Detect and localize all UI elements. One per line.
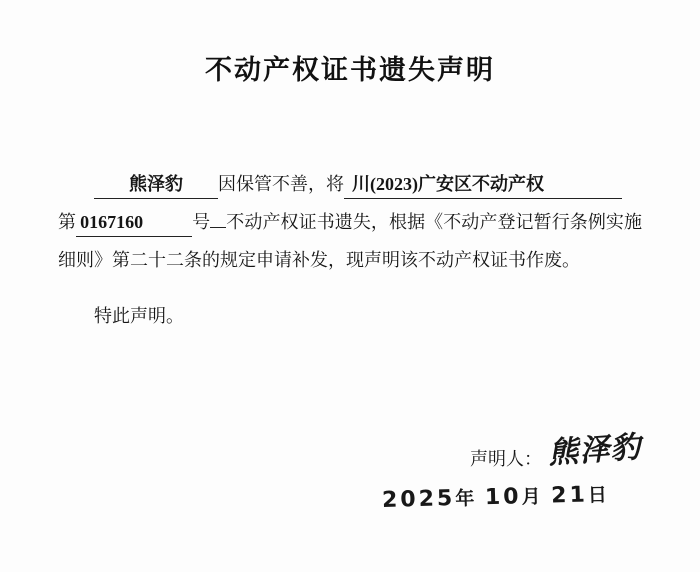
date-day: 21 <box>550 482 589 509</box>
date-day-unit: 日 <box>587 485 608 507</box>
certificate-number-label: 第 <box>58 212 77 232</box>
closing-text: 特此声明。 <box>94 306 184 326</box>
closing-paragraph <box>58 297 642 335</box>
date-month-unit: 月 <box>521 486 541 509</box>
declarant-name-field: 熊泽豹 <box>94 170 218 199</box>
signature-label: 声明人： <box>470 449 542 469</box>
date-year: 2025 <box>381 486 456 513</box>
page-title: 不动产权证书遗失声明 <box>205 55 495 85</box>
certificate-number-field: 0167160 <box>76 208 192 237</box>
declaration-paragraph <box>58 165 642 279</box>
declaration-text-after-name: 因保管不善，将 <box>218 174 344 194</box>
signature-date <box>382 480 608 513</box>
declaration-main-text: 不动产权证书遗失，根据《不动产登记暂行条例实施细则》第二十二条的规定申请补发，现声明该不动产权证书作废。 <box>58 212 643 270</box>
certificate-number-unit: 号 <box>192 212 211 232</box>
signature-area <box>0 425 700 545</box>
underline-tail <box>210 227 226 228</box>
document-body <box>58 165 642 335</box>
certificate-prefix-field: 川(2023)广安区不动产权 <box>344 170 622 199</box>
handwritten-signature: 熊泽豹 <box>547 429 643 472</box>
date-year-unit: 年 <box>455 488 475 511</box>
date-month: 10 <box>484 484 522 511</box>
